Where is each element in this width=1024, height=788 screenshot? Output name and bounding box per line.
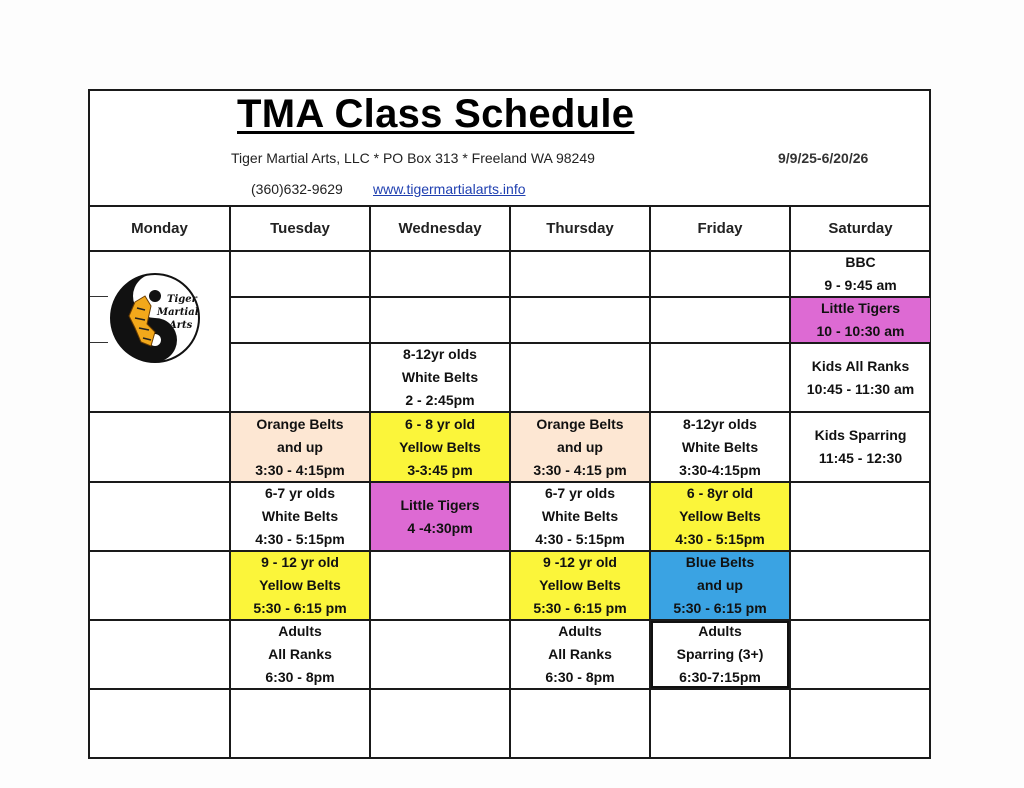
class-thu-yellow-belts — [511, 552, 649, 619]
class-line: 4:30 - 5:15pm — [535, 531, 625, 547]
class-line: 5:30 - 6:15 pm — [673, 600, 767, 616]
date-range: 9/9/25-6/20/26 — [778, 150, 869, 166]
class-wed-yellow-belts — [371, 413, 509, 481]
class-line: Adults — [698, 623, 742, 639]
class-line: Yellow Belts — [399, 438, 481, 455]
class-thu-orange-belts — [511, 413, 649, 481]
class-line: 4:30 - 5:15pm — [255, 531, 345, 547]
class-line: Kids All Ranks — [811, 357, 910, 374]
class-wed-white-belts — [371, 344, 509, 411]
class-sat-kids-sparring — [791, 413, 930, 481]
class-line: 4:30 - 5:15pm — [675, 531, 765, 547]
class-line: 10:45 - 11:30 am — [806, 380, 915, 397]
day-header-friday: Friday — [697, 219, 743, 237]
class-line: White Belts — [261, 508, 339, 524]
class-line: 6 - 8yr old — [686, 485, 754, 501]
day-header-wednesday: Wednesday — [398, 219, 482, 237]
class-tue-yellow-belts — [231, 552, 369, 619]
class-thu-white-belts — [511, 483, 649, 550]
class-line: 2 - 2:45pm — [405, 392, 475, 408]
class-line: 9 -12 yr old — [543, 554, 617, 570]
class-line: Blue Belts — [685, 554, 755, 570]
class-thu-adults — [511, 621, 649, 688]
day-header-saturday: Saturday — [828, 219, 893, 237]
class-line: 9 - 12 yr old — [261, 554, 339, 570]
class-line: Little Tigers — [400, 496, 480, 513]
phone-number: (360)632-9629 — [251, 181, 343, 197]
class-line: and up — [557, 438, 603, 455]
class-line: and up — [697, 577, 743, 593]
class-line: 6-7 yr olds — [544, 485, 616, 501]
class-wed-little-tigers — [371, 483, 509, 550]
page-title: TMA Class Schedule — [237, 92, 635, 136]
class-line: Sparring (3+) — [676, 646, 764, 662]
class-fri-blue-belts — [651, 552, 789, 619]
class-line: 6:30 - 8pm — [545, 669, 615, 685]
class-line: All Ranks — [548, 646, 612, 662]
class-fri-white-belts — [651, 413, 789, 481]
class-line: Adults — [558, 623, 602, 639]
class-line: Adults — [278, 623, 322, 639]
class-line: 6:30 - 8pm — [265, 669, 335, 685]
class-line: 4 -4:30pm — [407, 519, 473, 536]
class-tue-adults — [231, 621, 369, 688]
class-tue-orange-belts — [231, 413, 369, 481]
tiger-yin-yang-logo — [105, 272, 205, 364]
class-line: White Belts — [401, 369, 479, 385]
class-sat-little-tigers — [791, 298, 930, 342]
class-line: 11:45 - 12:30 — [818, 450, 903, 466]
class-line: Orange Belts — [256, 415, 344, 432]
class-line: BBC — [845, 254, 876, 270]
class-line: White Belts — [541, 508, 619, 524]
logo-text-martial: Martial — [157, 307, 199, 318]
class-line: Yellow Belts — [539, 577, 621, 593]
grid-line — [369, 205, 371, 758]
class-fri-yellow-belts — [651, 483, 789, 550]
class-line: 8-12yr olds — [403, 346, 477, 362]
class-line: 3:30 - 4:15pm — [255, 461, 345, 478]
class-line: 9 - 9:45 am — [824, 277, 897, 293]
class-sat-bbc — [791, 252, 930, 296]
class-fri-adults-sparring — [651, 621, 789, 688]
company-info: Tiger Martial Arts, LLC * PO Box 313 * Freeland WA 98249 — [231, 150, 595, 166]
class-line: 6 - 8 yr old — [404, 415, 476, 432]
class-line: 6-7 yr olds — [264, 485, 336, 501]
class-sat-kids-all-ranks — [791, 344, 930, 411]
class-tue-white-belts — [231, 483, 369, 550]
class-line: 5:30 - 6:15 pm — [533, 600, 627, 616]
class-line: Little Tigers — [820, 300, 901, 316]
class-line: White Belts — [681, 438, 759, 455]
class-line: All Ranks — [268, 646, 332, 662]
class-line: 6:30-7:15pm — [679, 669, 761, 685]
class-line: 3:30-4:15pm — [679, 461, 761, 478]
day-header-monday: Monday — [131, 219, 188, 237]
class-line: 3-3:45 pm — [407, 461, 473, 478]
logo-text-tiger: Tiger — [167, 294, 197, 305]
class-line: Yellow Belts — [259, 577, 341, 593]
website-link[interactable]: www.tigermartialarts.info — [373, 181, 526, 197]
class-line: Kids Sparring — [814, 427, 907, 443]
day-header-tuesday: Tuesday — [270, 219, 330, 237]
class-line: Orange Belts — [536, 415, 624, 432]
class-line: Yellow Belts — [679, 508, 761, 524]
day-header-thursday: Thursday — [546, 219, 614, 237]
class-line: 10 - 10:30 am — [816, 323, 905, 339]
class-line: 3:30 - 4:15 pm — [533, 461, 627, 478]
class-line: 5:30 - 6:15 pm — [253, 600, 347, 616]
logo-text-arts: Arts — [169, 320, 193, 331]
class-line: 8-12yr olds — [683, 415, 757, 432]
class-line: and up — [277, 438, 323, 455]
